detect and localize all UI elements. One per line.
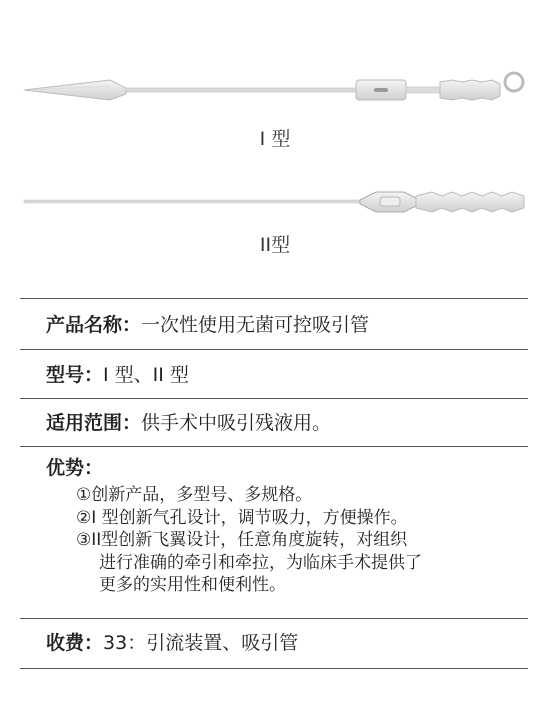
divider (20, 618, 528, 619)
fee-label: 收费： (46, 632, 104, 654)
divider (20, 668, 528, 669)
divider (20, 446, 528, 447)
advantage-item: ①创新产品，多型号、多规格。 (76, 485, 313, 505)
scope-label: 适用范围： (46, 412, 142, 434)
product-name-value: 一次性使用无菌可控吸引管 (141, 314, 370, 336)
divider (20, 298, 528, 299)
advantage-item: ③II型创新飞翼设计，任意角度旋转，对组织 进行准确的牵引和牵拉，为临床手术提供了 更多的实用性和便利性。 (76, 529, 536, 597)
fee-value: 33：引流装置、吸引管 (103, 632, 299, 654)
scope-row (46, 410, 530, 436)
advantage-continuation: 进行准确的牵引和牵拉，为临床手术提供了 (99, 552, 422, 573)
type-ii-tube-image (0, 178, 550, 228)
model-row (46, 362, 530, 388)
scope-value: 供手术中吸引残液用。 (141, 412, 332, 434)
divider (20, 349, 528, 350)
product-name-label: 产品名称： (46, 314, 142, 336)
type-i-caption: I 型 (259, 128, 291, 150)
fee-row (46, 630, 530, 656)
product-name-row (46, 312, 530, 338)
advantages-label: 优势： (46, 457, 104, 479)
divider (20, 398, 528, 399)
advantages-list (76, 484, 536, 597)
type-i-tube-image (0, 60, 550, 120)
model-value: I 型、II 型 (103, 364, 189, 386)
type-ii-caption: II型 (259, 234, 291, 256)
model-label: 型号： (46, 364, 104, 386)
advantage-continuation: 更多的实用性和便利性。 (99, 575, 286, 595)
advantage-item: ②I 型创新气孔设计，调节吸力，方便操作。 (76, 507, 408, 528)
